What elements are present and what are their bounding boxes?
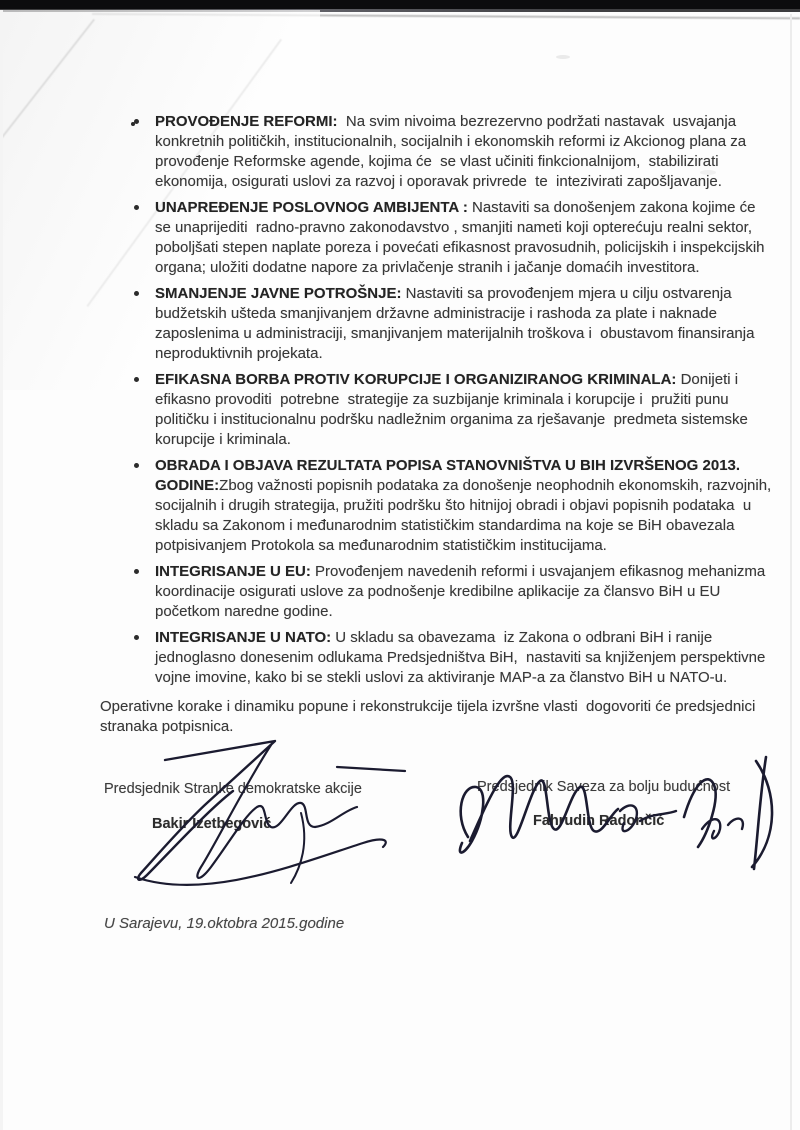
bullet-icon: [134, 463, 139, 468]
scan-smudge: [556, 55, 570, 59]
bullet-item: [133, 456, 774, 556]
bullet-item: [133, 198, 774, 278]
scan-left-edge-strip: [0, 10, 3, 1130]
bullet-body: Donijeti i efikasno provoditi potrebne strategije za suzbijanje kriminala i korupcije i pružiti punu političku i institucionalnu podršku nadležnim organima za rješavanje predmeta sistemske korupcije i kriminala.: [155, 371, 752, 448]
bullet-header: OBRADA I OBJAVA REZULTATA POPISA STANOVNIŠTVA U BIH IZVRŠENOG 2013. GODINE:: [155, 457, 745, 494]
signature-right-name: Fahrudin Radončić: [533, 813, 665, 829]
bullet-text: [155, 370, 774, 450]
signature-left-name: Bakir Izetbegović: [152, 816, 272, 832]
bullet-icon: [134, 635, 139, 640]
bullet-text: [155, 198, 774, 278]
bullet-item: [133, 562, 774, 622]
bullet-text: [155, 284, 774, 364]
bullet-list: [133, 112, 774, 694]
bullet-body: Nastaviti sa donošenjem zakona kojime će se unaprijediti radno-pravno zakonodavstvo , smanjiti nameti koji opterećuju realni sektor, poboljšati stepen naplate poreza i povećati efikasnost pravosudnih, policijskih i inspekcijskih organa; uložiti dodatne napore za privlačenje stranih i jačanje domaćih investitora.: [155, 199, 769, 276]
bullet-header: SMANJENJE JAVNE POTROŠNJE:: [155, 285, 402, 302]
bullet-body: Nastaviti sa provođenjem mjera u cilju ostvarenja budžetskih ušteda smanjivanjem državne administracije i rashoda za plate i naknade zaposlenima u administraciji, smanjivanjem materijalnih troškova i obustavom finansiranja neproduktivnih projekata.: [155, 285, 759, 362]
bullet-header: INTEGRISANJE U EU:: [155, 563, 311, 580]
bullet-text: [155, 456, 774, 556]
bullet-text: [155, 112, 774, 192]
bullet-body: Na svim nivoima bezrezervno podržati nastavak usvajanja konkretnih političkih, institucionalnih, socijalnih i ekonomskih reformi iz Akcionog plana za provođenje Reformske agende, kojima će se vlast učiniti finkcionalnijom, stabilizirati ekonomija, osigurati uslovi za razvoj i oporavak privrede te intezivirati zapošljavanje.: [155, 113, 751, 190]
bullet-body: Zbog važnosti popisnih podataka za donošenje neophodnih ekonomskih, razvojnih, socijalnih i drugih strategija, pružiti podršku što hitnijoj obradi i objavi popisnih podataka u skladu sa Zakonom i međunarodnim statističkim standardima na koje se BiH obavezala potpisivanjem Protokola sa međunarodnim statističkim institucijama.: [155, 477, 776, 554]
signature-right-title: Predsjednik Saveza za bolju budućnost: [477, 779, 731, 795]
signature-left-scribble: [95, 715, 415, 890]
bullet-item: [133, 112, 774, 192]
bullet-header: INTEGRISANJE U NATO:: [155, 629, 332, 646]
bullet-text: [155, 562, 774, 622]
scan-right-edge-line: [790, 14, 792, 1130]
closing-paragraph: Operativne korake i dinamiku popune i rekonstrukcije tijela izvršne vlasti dogovoriti će predsjednici stranaka potpisnica.: [100, 698, 760, 735]
bullet-icon: [134, 569, 139, 574]
bullet-header: PROVOĐENJE REFORMI:: [155, 113, 338, 130]
bullet-body: Provođenjem navedenih reformi i usvajanjem efikasnog mehanizma koordinacije osigurati uslove za podnošenje kredibilne aplikacije za člansvo BiH u EU početkom naredne godine.: [155, 563, 770, 620]
bullet-text: [155, 628, 774, 688]
bullet-header: EFIKASNA BORBA PROTIV KORUPCIJE I ORGANIZIRANOG KRIMINALA:: [155, 371, 677, 388]
date-line: U Sarajevu, 19.oktobra 2015.godine: [104, 915, 345, 932]
bullet-item: [133, 628, 774, 688]
scan-top-edge: [0, 0, 800, 9]
signature-left-title: Predsjednik Stranke demokratske akcije: [104, 781, 362, 797]
bullet-icon: [134, 119, 139, 124]
bullet-item: [133, 370, 774, 450]
signature-right-scribble: [440, 745, 790, 885]
bullet-header: UNAPREĐENJE POSLOVNOG AMBIJENTA :: [155, 199, 468, 216]
bullet-icon: [134, 291, 139, 296]
bullet-icon: [134, 205, 139, 210]
bullet-icon: [134, 377, 139, 382]
bullet-body: U skladu sa obavezama iz Zakona o odbrani BiH i ranije jednoglasno donesenim odlukama Predsjedništva BiH, nastaviti sa knjiženjem perspektivne vojne imovine, kako bi se stekli uslovi za aktiviranje MAP-a za članstvo BiH u NATO-u.: [155, 629, 770, 686]
bullet-item: [133, 284, 774, 364]
